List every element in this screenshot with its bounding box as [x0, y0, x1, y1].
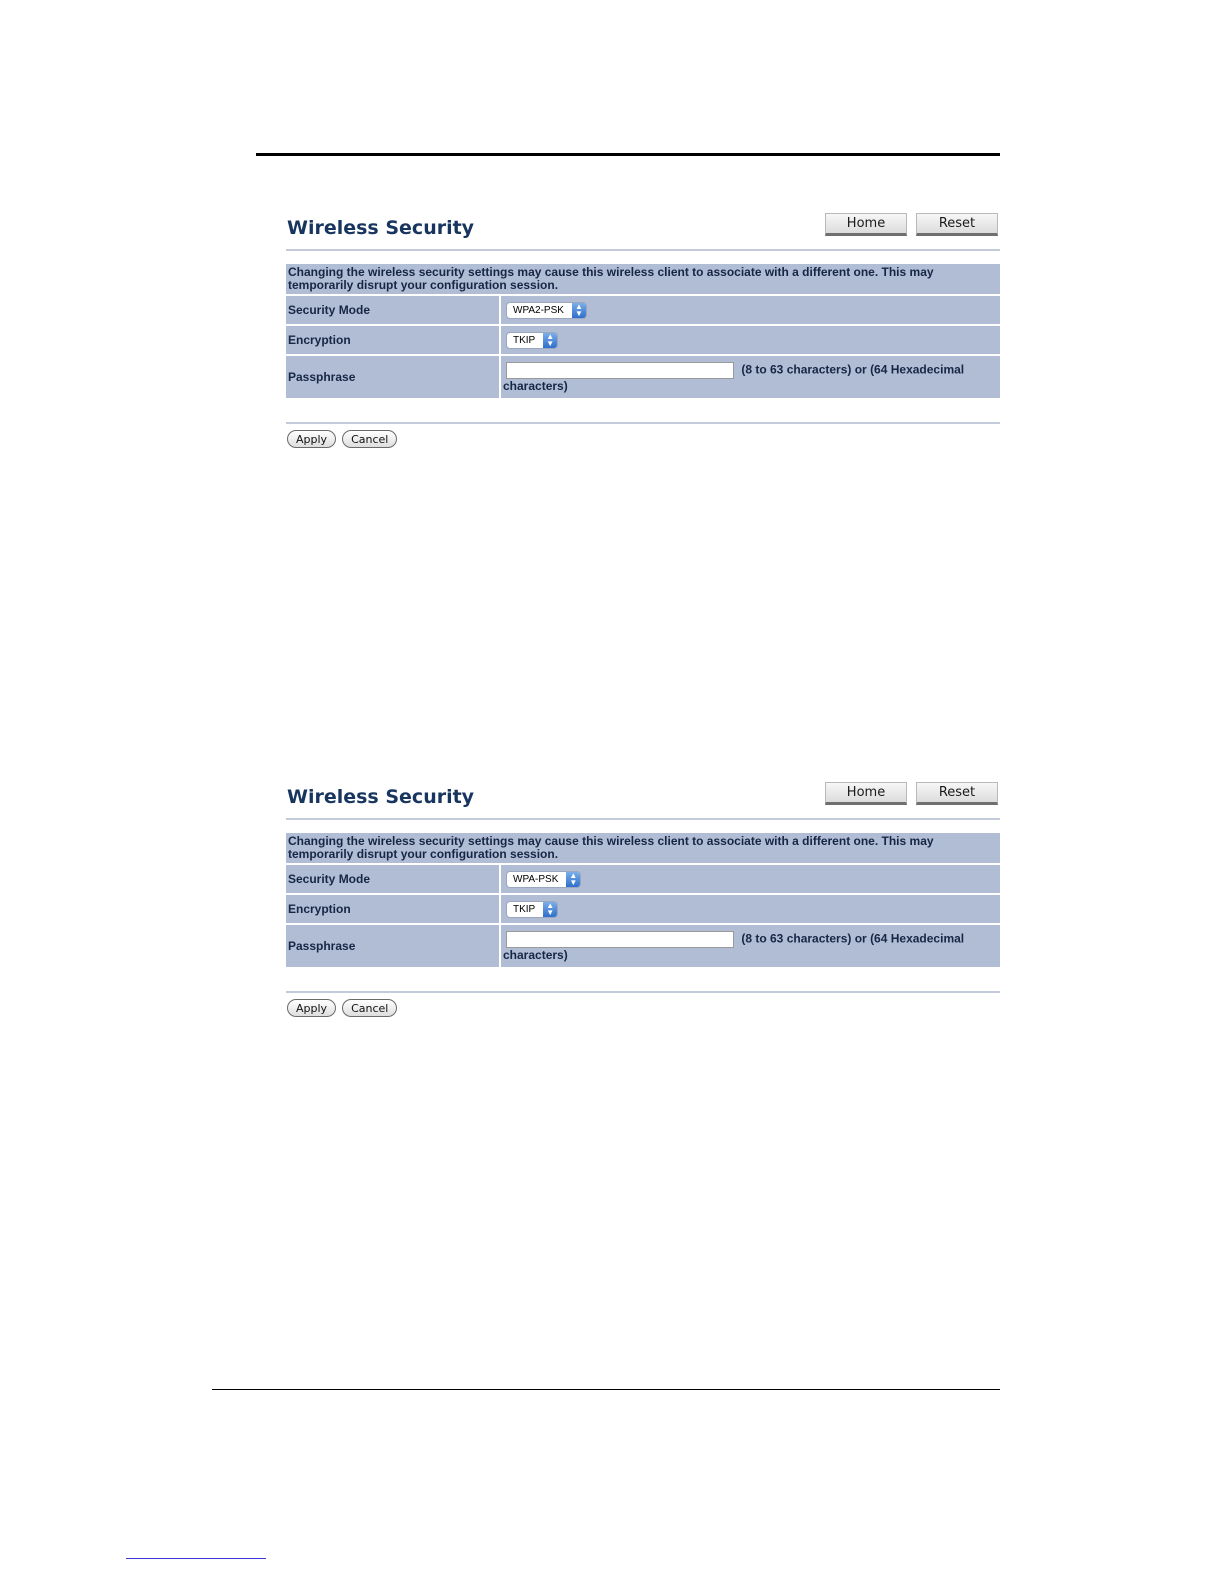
page-title: Wireless Security	[287, 786, 475, 808]
security-mode-cell	[501, 865, 1000, 893]
cancel-button[interactable]: Cancel	[342, 999, 397, 1017]
apply-button[interactable]: Apply	[287, 999, 336, 1017]
footnote-link-underline	[126, 1558, 266, 1559]
header-buttons	[825, 213, 998, 236]
encryption-select[interactable]	[506, 332, 558, 349]
select-arrows-icon: ▲ ▼	[543, 902, 557, 917]
passphrase-input[interactable]	[506, 362, 734, 379]
divider	[286, 249, 1000, 251]
select-arrows-icon: ▲ ▼	[543, 333, 557, 348]
security-mode-cell	[501, 296, 1000, 324]
encryption-cell	[501, 326, 1000, 354]
security-form-table	[286, 831, 1000, 969]
wireless-security-panel-1	[286, 213, 1000, 448]
encryption-label: Encryption	[286, 895, 501, 923]
divider	[286, 422, 1000, 424]
bottom-page-rule	[212, 1389, 1000, 1390]
encryption-value: TKIP	[513, 334, 536, 346]
home-button[interactable]: Home	[825, 213, 907, 236]
passphrase-label: Passphrase	[286, 925, 501, 967]
wireless-security-panel-2	[286, 782, 1000, 1017]
security-mode-row	[286, 865, 1000, 893]
security-mode-label: Security Mode	[286, 865, 501, 893]
form-actions	[287, 430, 1000, 448]
passphrase-cell	[501, 356, 1000, 398]
encryption-value: TKIP	[513, 903, 536, 915]
security-form-table	[286, 262, 1000, 400]
security-mode-row	[286, 296, 1000, 324]
encryption-cell	[501, 895, 1000, 923]
select-arrows-icon: ▲ ▼	[566, 872, 580, 887]
top-page-rule	[256, 153, 1000, 156]
divider	[286, 818, 1000, 820]
security-mode-value: WPA-PSK	[513, 873, 559, 885]
passphrase-hint: (8 to 63 characters) or (64 Hexadecimal characters)	[503, 931, 965, 962]
panel-header	[286, 213, 1000, 249]
encryption-row	[286, 895, 1000, 923]
security-mode-label: Security Mode	[286, 296, 501, 324]
warning-notice: Changing the wireless security settings may cause this wireless client to associate with a different one. This may temporarily disrupt your configuration session.	[286, 264, 1000, 294]
header-buttons	[825, 782, 998, 805]
passphrase-row	[286, 925, 1000, 967]
cancel-button[interactable]: Cancel	[342, 430, 397, 448]
encryption-label: Encryption	[286, 326, 501, 354]
security-mode-select[interactable]	[506, 871, 581, 888]
select-arrows-icon: ▲ ▼	[572, 303, 586, 318]
warning-notice: Changing the wireless security settings may cause this wireless client to associate with a different one. This may temporarily disrupt your configuration session.	[286, 833, 1000, 863]
form-actions	[287, 999, 1000, 1017]
passphrase-label: Passphrase	[286, 356, 501, 398]
page-title: Wireless Security	[287, 217, 475, 239]
home-button[interactable]: Home	[825, 782, 907, 805]
encryption-select[interactable]	[506, 901, 558, 918]
apply-button[interactable]: Apply	[287, 430, 336, 448]
panel-header	[286, 782, 1000, 818]
passphrase-cell	[501, 925, 1000, 967]
reset-button[interactable]: Reset	[916, 782, 998, 805]
divider	[286, 991, 1000, 993]
passphrase-input[interactable]	[506, 931, 734, 948]
security-mode-select[interactable]	[506, 302, 587, 319]
passphrase-hint: (8 to 63 characters) or (64 Hexadecimal characters)	[503, 362, 965, 393]
reset-button[interactable]: Reset	[916, 213, 998, 236]
encryption-row	[286, 326, 1000, 354]
security-mode-value: WPA2-PSK	[513, 304, 564, 316]
passphrase-row	[286, 356, 1000, 398]
